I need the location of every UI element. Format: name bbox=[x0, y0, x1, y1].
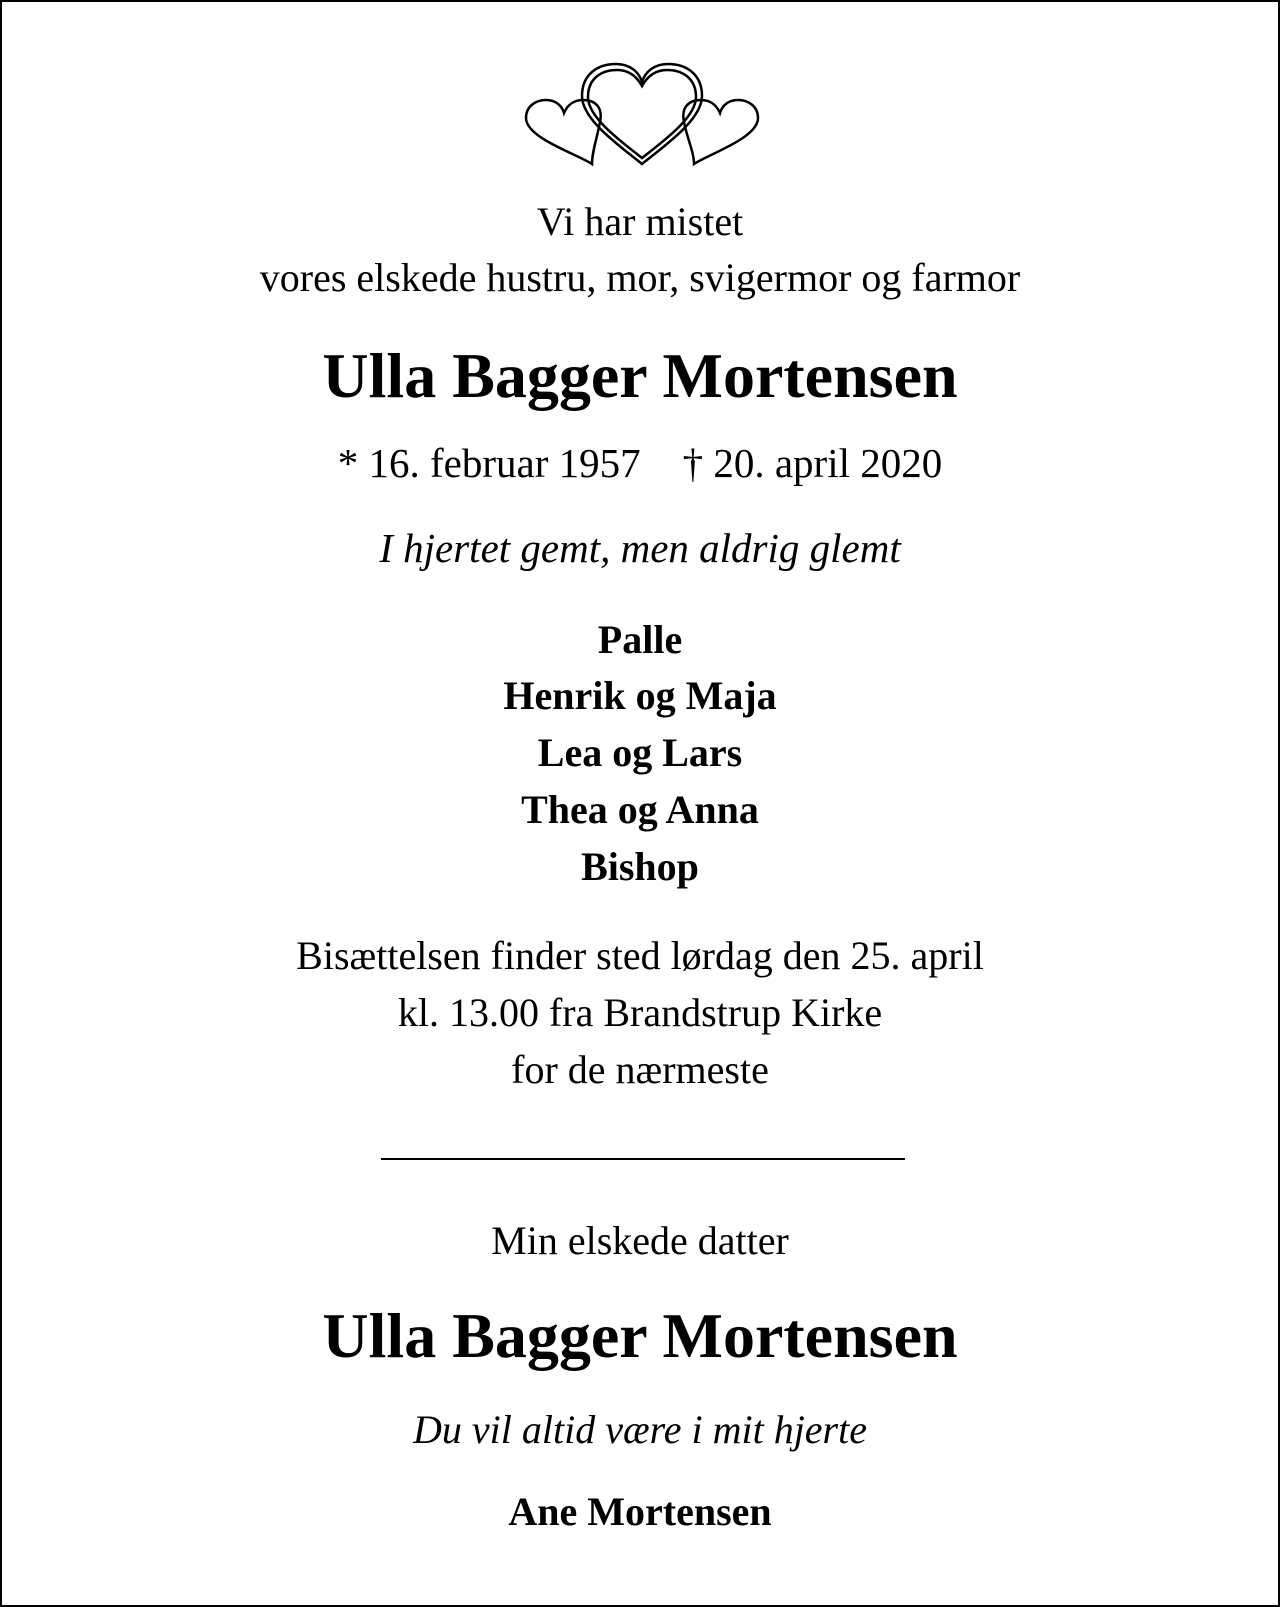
family-member: Lea og Lars bbox=[537, 730, 743, 775]
motto: I hjertet gemt, men aldrig glemt bbox=[379, 525, 901, 571]
service-line: for de nærmeste bbox=[511, 1047, 769, 1092]
birth-date: * 16. februar 1957 bbox=[337, 440, 641, 486]
service-line: Bisættelsen finder sted lørdag den 25. april bbox=[296, 933, 984, 978]
second-deceased-name: Ulla Bagger Mortensen bbox=[322, 1300, 958, 1371]
deceased-name: Ulla Bagger Mortensen bbox=[322, 340, 958, 411]
signature: Ane Mortensen bbox=[508, 1489, 772, 1534]
second-motto: Du vil altid være i mit hjerte bbox=[412, 1407, 867, 1452]
intro-line-1: Vi har mistet bbox=[536, 199, 744, 244]
family-member: Henrik og Maja bbox=[503, 673, 777, 718]
intro-line-2: vores elskede hustru, mor, svigermor og farmor bbox=[259, 255, 1021, 300]
life-dates bbox=[2, 439, 1278, 488]
family-member: Thea og Anna bbox=[521, 787, 759, 832]
service-line: kl. 13.00 fra Brandstrup Kirke bbox=[397, 990, 883, 1035]
death-date: † 20. april 2020 bbox=[682, 440, 943, 486]
family-member: Palle bbox=[597, 617, 683, 662]
second-intro: Min elskede datter bbox=[491, 1218, 789, 1263]
separator-line bbox=[381, 1158, 905, 1160]
three-hearts-icon bbox=[522, 60, 762, 172]
family-member: Bishop bbox=[581, 844, 699, 889]
